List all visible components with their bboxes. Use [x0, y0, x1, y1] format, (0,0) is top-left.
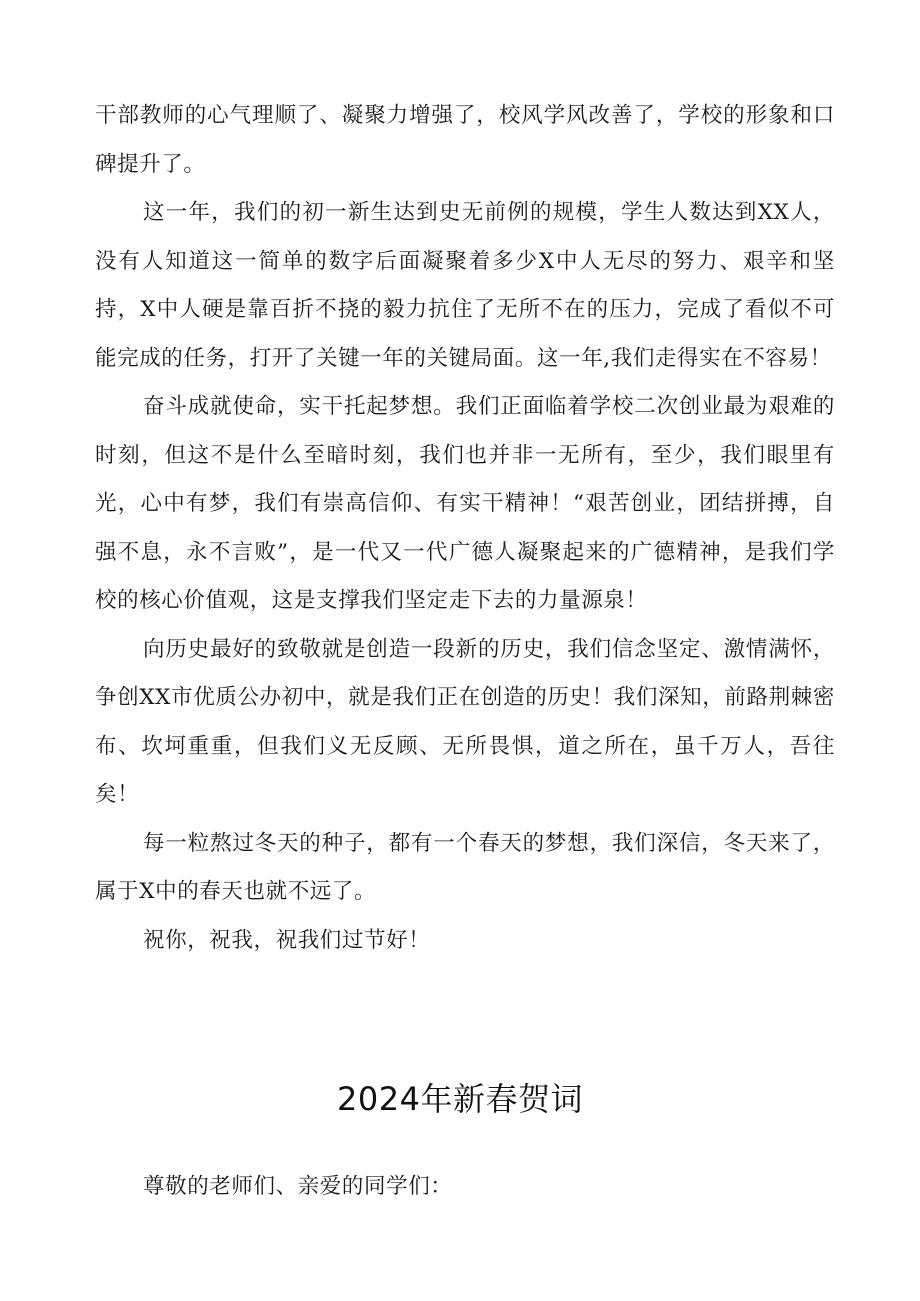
salutation: 尊敬的老师们、亲爱的同学们： [143, 1174, 453, 1199]
paragraph-new-students: 这一年，我们的初一新生达到史无前例的规模，学生人数达到XX人，没有人知道这一简单的数字后面凝聚着多少X中人无尽的努力、艰辛和坚持，X中人硬是靠百折不挠的毅力抗住了无所不在的压力，完成了看似不可能完成的任务，打开了关键一年的关键局面。这一年,我们走得实在不容易！ [95, 200, 835, 371]
section-title: 2024年新春贺词 [337, 1080, 583, 1118]
paragraph-blessing: 祝你，祝我，祝我们过节好！ [143, 927, 431, 953]
paragraph-history: 向历史最好的致敬就是创造一段新的历史，我们信念坚定、激情满怀，争创XX市优质公办初中，就是我们正在创造的历史！我们深知，前路荆棘密布、坎坷重重，但我们义无反顾、无所畏惧，道之所在，虽千万人，吾往矣！ [95, 636, 835, 807]
paragraph-continuation: 干部教师的心气理顺了、凝聚力增强了，校风学风改善了，学校的形象和口碑提升了。 [95, 103, 835, 177]
paragraph-struggle: 奋斗成就使命，实干托起梦想。我们正面临着学校二次创业最为艰难的时刻，但这不是什么至暗时刻，我们也并非一无所有，至少，我们眼里有光，心中有梦，我们有崇高信仰、有实干精神！“艰苦创业，团结拼搏，自强不息，永不言败”，是一代又一代广德人凝聚起来的广德精神，是我们学校的核心价值观，这是支撑我们坚定走下去的力量源泉！ [95, 394, 835, 613]
paragraph-spring: 每一粒熬过冬天的种子，都有一个春天的梦想，我们深信，冬天来了，属于X中的春天也就不远了。 [95, 830, 835, 904]
document-body [95, 92, 835, 965]
